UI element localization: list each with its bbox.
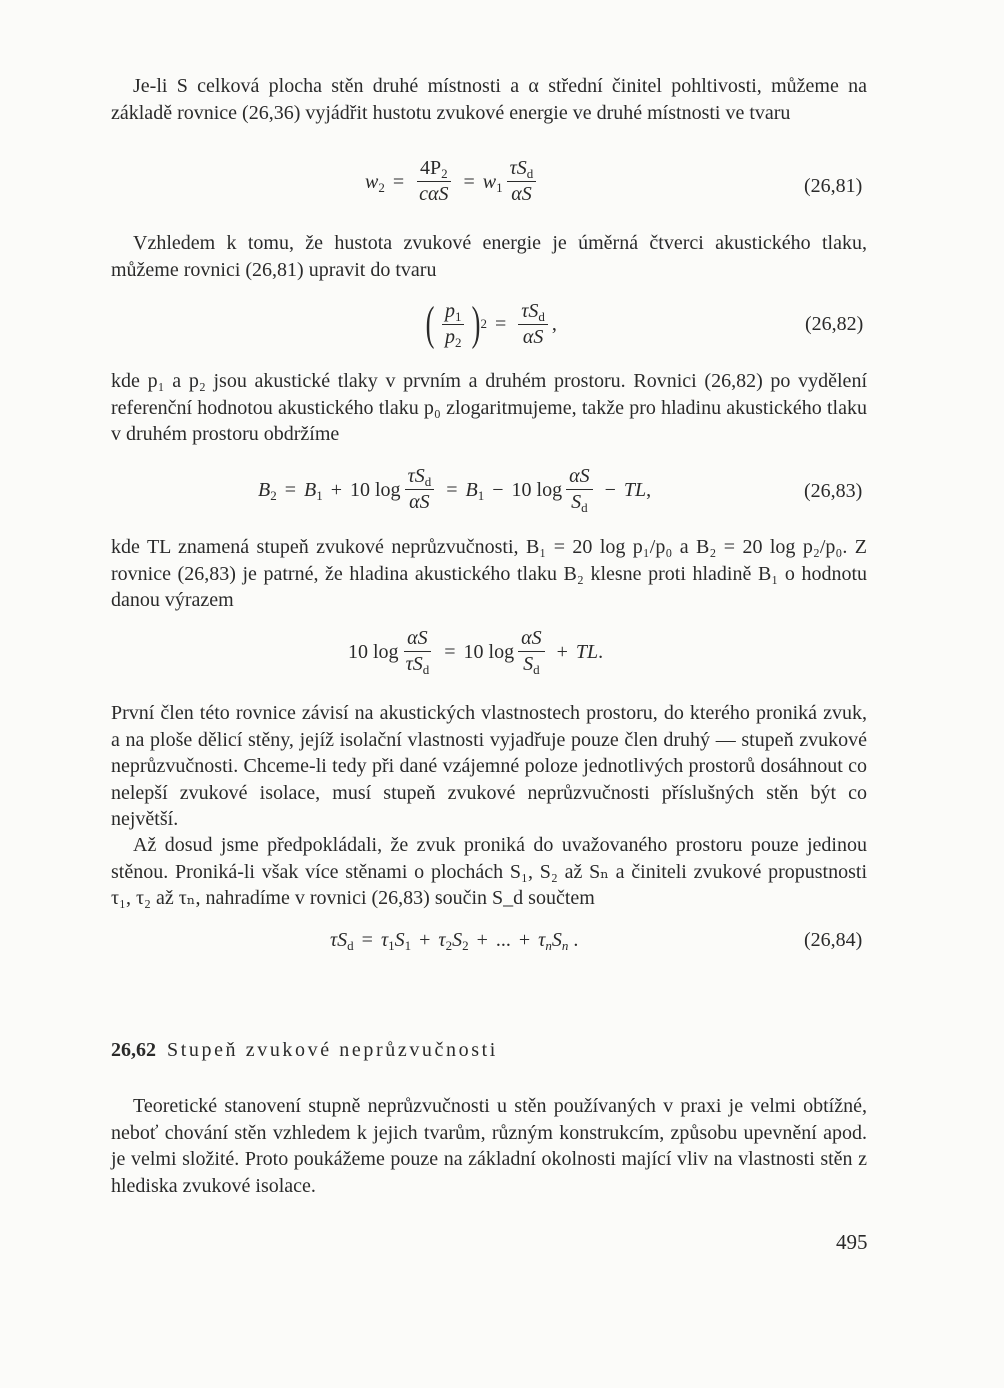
paragraph-5: První člen této rovnice závisí na akustických vlastnostech prostoru, do kterého proniká zvuk, a na ploše dělicí stěny, jejíž isolační vlastnosti vyjadřuje pouze člen druhý — stupeň zvukové neprůzvučnosti. Chceme-li tedy při dané vzájemné poloze jednotlivých prostorů dosáhnout co nelepší zvukové isolace, musí stupeň zvukové neprůzvučnosti příslušných stěn být co největší. <box>111 702 867 830</box>
equation-26-81: $w_2$ = $\frac{4P_2}{\text{cαS}}$ = $w_1$ $\frac{\tau S_d}{\alpha S}$ <box>365 158 540 205</box>
paragraph-3: kde p₁ a p₂ jsou akustické tlaky v prvním a druhém prostoru. Rovnici (26,82) po vydělení referenční hodnotou akustického tlaku p₀ zlogaritmujeme, takže pro hladinu akustického tlaku v druhém prostoru obdržíme <box>111 370 867 445</box>
paragraph-4: kde TL znamená stupeň zvukové neprůzvučnosti, B₁ = 20 log p₁/p₀ a B₂ = 20 log p₂/p₀. Z rovnice (26,83) je patrné, že hladina akustického tlaku B₂ klesne proti hladině B₁ o hodnotu danou výrazem <box>111 536 867 611</box>
equation-number-26-83: (26,83) <box>804 480 863 502</box>
equation-26-82: ( $\frac{p_1}{p_2}$ ) 2 = $\frac{\tau S_d}{\alpha S}$ , <box>425 297 557 350</box>
paragraph-6: Až dosud jsme předpokládali, že zvuk proniká do uvažovaného prostoru pouze jedinou stěnou. Proniká-li však více stěnami o plochách S₁, S₂ až Sₙ a činiteli zvukové propustnosti τ₁, τ₂ až τₙ, nahradíme v rovnici (26,83) součin S_d součtem <box>111 834 867 909</box>
paragraph-7: Teoretické stanovení stupně neprůzvučnosti u stěn používaných v praxi je velmi obtížné, neboť chování stěn vzhledem k jejich tvarům, různým konstrukcím, způsobu upevnění apod. je velmi složité. Proto poukážeme pouze na základní okolnosti mající vliv na vlastnosti stěn z hlediska zvukové isolace. <box>111 1095 867 1197</box>
page-number: 495 <box>836 1230 868 1254</box>
equation-level-difference: 10 log $\frac{\alpha S}{\tau S_d}$ = 10 log $\frac{\alpha S}{S_d}$ + TL . <box>348 627 604 677</box>
equation-number-26-81: (26,81) <box>804 175 863 197</box>
section-heading <box>111 1037 498 1063</box>
equation-26-84: $\tau S_d$ = $\tau_1S_1$ + $\tau_2S_2$ + ... + $\tau_nS_n$ . <box>330 929 579 953</box>
equation-number-26-82: (26,82) <box>805 313 864 335</box>
section-number: 26,62 <box>111 1039 156 1061</box>
equation-number-26-84: (26,84) <box>804 929 863 951</box>
paragraph-1: Je-li S celková plocha stěn druhé místnosti a α střední činitel pohltivosti, můžeme na základě rovnice (26,36) vyjádřit hustotu zvukové energie ve druhé místnosti ve tvaru <box>111 75 867 124</box>
paragraph-2: Vzhledem k tomu, že hustota zvukové energie je úměrná čtverci akustického tlaku, můžeme rovnici (26,81) upravit do tvaru <box>111 232 867 281</box>
equation-26-83: $B_2$ = $B_1$ + 10 log $\frac{\tau S_d}{\alpha S}$ = $B_1$ − 10 log $\frac{\alpha S}{S_d}$ − TL , <box>258 465 652 515</box>
section-title: Stupeň zvukové neprůzvučnosti <box>167 1039 498 1061</box>
